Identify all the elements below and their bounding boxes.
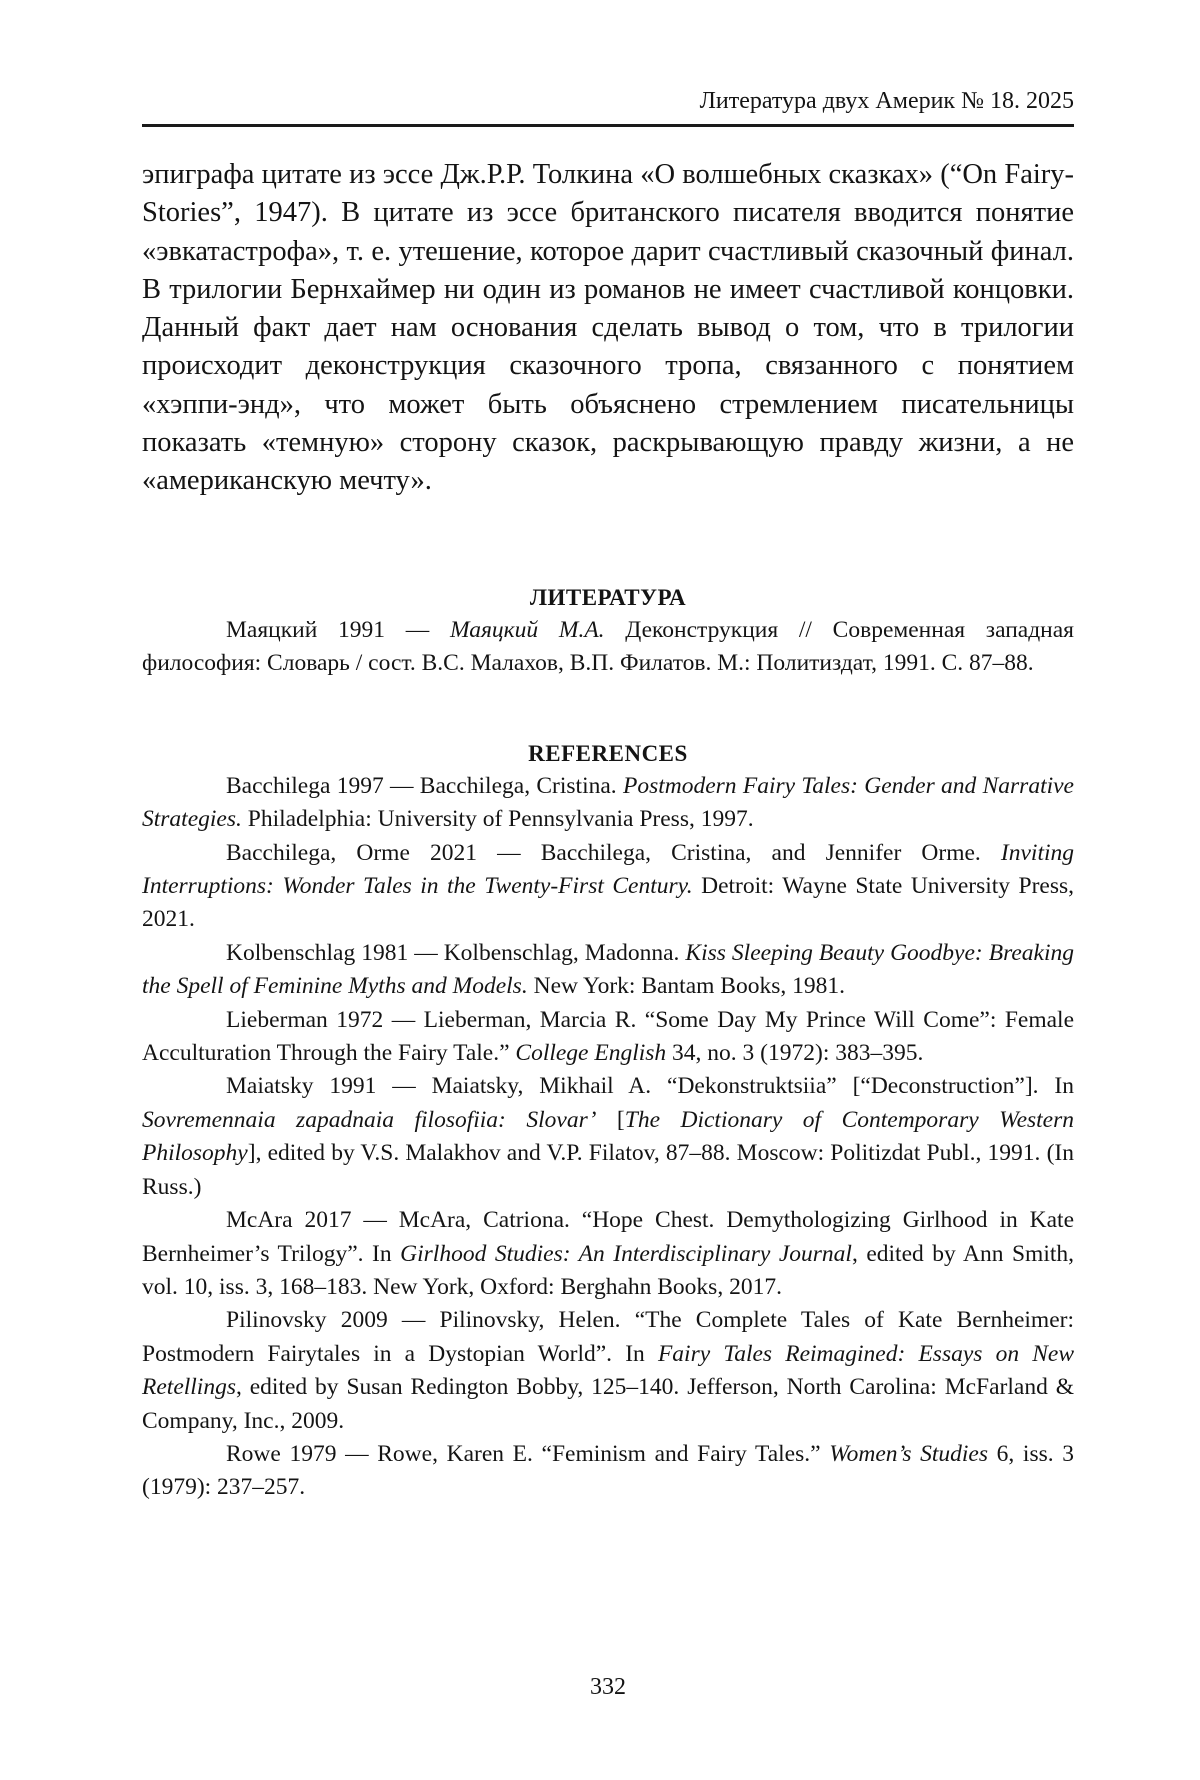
reference-entry: Kolbenschlag 1981 — Kolbenschlag, Madonna. Kiss Sleeping Beauty Goodbye: Breaking the Spell of Feminine Myths and Models. New York: Bantam Books, 1981. [142, 939, 1074, 1000]
reference-entry: Maiatsky 1991 — Maiatsky, Mikhail A. “Dekonstruktsiia” [“Deconstruction”]. In Sovremennaia zapadnaia filosofiia: Slovar’ [The Dictionary of Contemporary Western Philosophy], edited by V.S. Malakhov and V.P. Filatov, 87–88. Moscow: Politizdat Publ., 1991. (In Russ.) [142, 1073, 1074, 1200]
literatura-heading: ЛИТЕРАТУРА [529, 585, 687, 610]
references-heading: REFERENCES [528, 740, 688, 766]
running-header: Литература двух Америк № 18. 2025 [699, 88, 1074, 114]
journal-page [142, 0, 1074, 1780]
reference-entry: Pilinovsky 2009 — Pilinovsky, Helen. “The Complete Tales of Kate Bernheimer: Postmodern Fairytales in a Dystopian World”. In Fairy Tales Reimagined: Essays on New Retellings, edited by Susan Redington Bobby, 125–140. Jefferson, North Carolina: McFarland & Company, Inc., 2009. [142, 1307, 1075, 1434]
section-gap [142, 681, 1074, 738]
reference-entry: Bacchilega 1997 — Bacchilega, Cristina. Postmodern Fairy Tales: Gender and Narrative Strategies. Philadelphia: University of Pennsylvania Press, 1997. [142, 772, 1074, 833]
page-number: 332 [590, 1674, 626, 1700]
body-paragraph: эпиграфа цитате из эссе Дж.Р.Р. Толкина «О волшебных сказках» (“On Fairy-Stories”, 1947). В цитате из эссе британского писателя вводится понятие «эвкатастрофа», т. е. утешение, которое дарит счастливый сказочный финал. В трилогии Бернхаймер ни один из романов не имеет счастливой концовки. Данный факт дает нам основания сделать вывод о том, что в трилогии происходит деконструкция сказочного тропа, связанного с понятием «хэппи-энд», что может быть объяснено стремлением писательницы показать «темную» сторону сказок, раскрывающую правду жизни, а не «американскую мечту». [142, 159, 1074, 497]
header-rule [142, 124, 1074, 127]
literatura-entry: Маяцкий 1991 — Маяцкий М.А. Деконструкция // Современная западная философия: Словарь / сост. В.С. Малахов, В.П. Филатов. М.: Политиздат, 1991. С. 87–88. [142, 617, 1074, 677]
reference-entry: Lieberman 1972 — Lieberman, Marcia R. “Some Day My Prince Will Come”: Female Acculturation Through the Fairy Tale.” College English 34, no. 3 (1972): 383–395. [142, 1006, 1074, 1067]
reference-entry: McAra 2017 — McAra, Catriona. “Hope Chest. Demythologizing Girlhood in Kate Bernheimer’s Trilogy”. In Girlhood Studies: An Interdisciplinary Journal, edited by Ann Smith, vol. 10, iss. 3, 168–183. New York, Oxford: Berghahn Books, 2017. [142, 1207, 1075, 1300]
reference-entry: Rowe 1979 — Rowe, Karen E. “Feminism and Fairy Tales.” Women’s Studies 6, iss. 3 (1979): 237–257. [142, 1440, 1074, 1501]
bibliography [142, 582, 1074, 1505]
reference-entry: Bacchilega, Orme 2021 — Bacchilega, Cristina, and Jennifer Orme. Inviting Interruptions: Wonder Tales in the Twenty-First Century. Detroit: Wayne State University Press, 2021. [142, 839, 1074, 933]
